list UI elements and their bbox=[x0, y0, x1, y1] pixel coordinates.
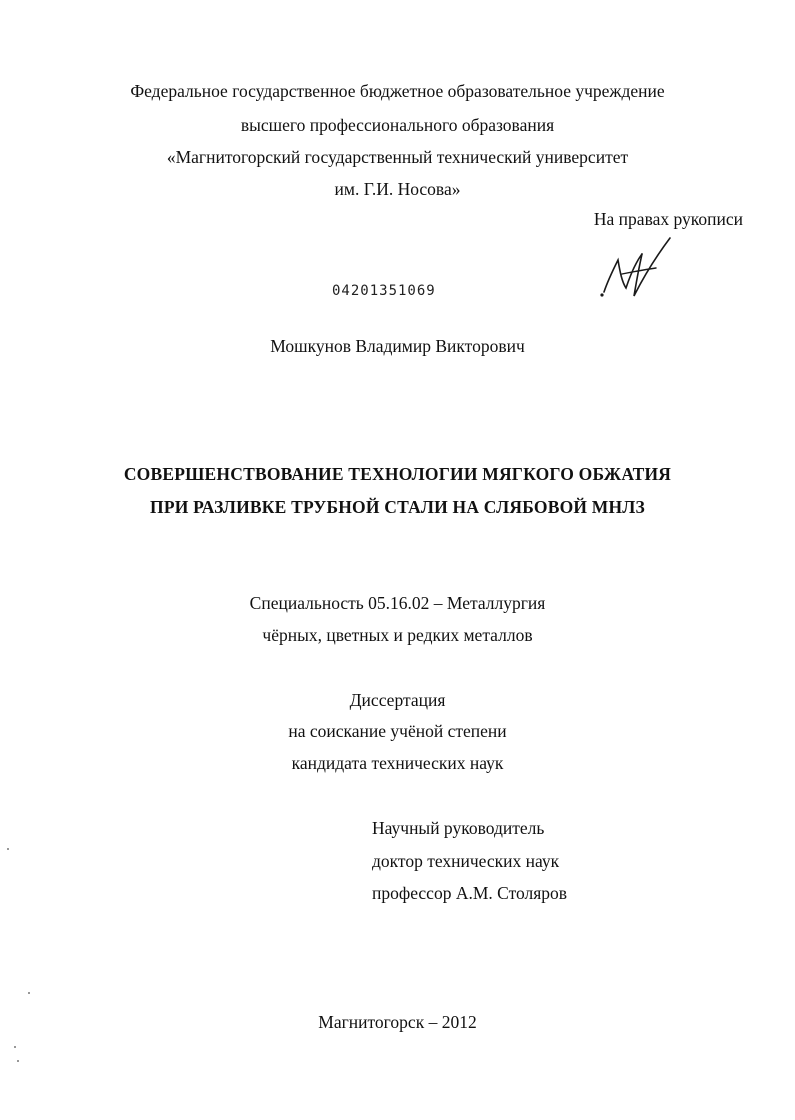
author-name: Мошкунов Владимир Викторович bbox=[270, 336, 525, 356]
scan-speck bbox=[17, 1060, 19, 1062]
handwritten-signature bbox=[592, 232, 682, 302]
scan-speck bbox=[7, 848, 9, 850]
supervisor-degree: доктор технических наук bbox=[372, 851, 560, 871]
scan-speck bbox=[14, 1046, 16, 1048]
registration-number: 04201351069 bbox=[332, 283, 436, 299]
thesis-type: Диссертация bbox=[349, 690, 446, 710]
city-year: Магнитогорск – 2012 bbox=[318, 1012, 477, 1032]
thesis-title-line-1: СОВЕРШЕНСТВОВАНИЕ ТЕХНОЛОГИИ МЯГКОГО ОБЖАТИЯ bbox=[123, 464, 672, 484]
degree-line-2: кандидата технических наук bbox=[291, 753, 504, 773]
institution-line-4: им. Г.И. Носова» bbox=[334, 179, 461, 199]
institution-line-3: «Магнитогорский государственный технический университет bbox=[166, 147, 629, 167]
supervisor-name: профессор А.М. Столяров bbox=[372, 883, 568, 903]
rights-note: На правах рукописи bbox=[593, 209, 743, 229]
scan-speck bbox=[28, 992, 30, 994]
degree-line-1: на соискание учёной степени bbox=[288, 721, 507, 741]
supervisor-label: Научный руководитель bbox=[372, 818, 545, 838]
specialty-line-2: чёрных, цветных и редких металлов bbox=[262, 625, 533, 645]
specialty-line-1: Специальность 05.16.02 – Металлургия bbox=[249, 593, 546, 613]
thesis-title-line-2: ПРИ РАЗЛИВКЕ ТРУБНОЙ СТАЛИ НА СЛЯБОВОЙ МНЛЗ bbox=[150, 497, 645, 517]
institution-line-2: высшего профессионального образования bbox=[240, 115, 555, 135]
institution-line-1: Федеральное государственное бюджетное образовательное учреждение bbox=[130, 81, 665, 101]
